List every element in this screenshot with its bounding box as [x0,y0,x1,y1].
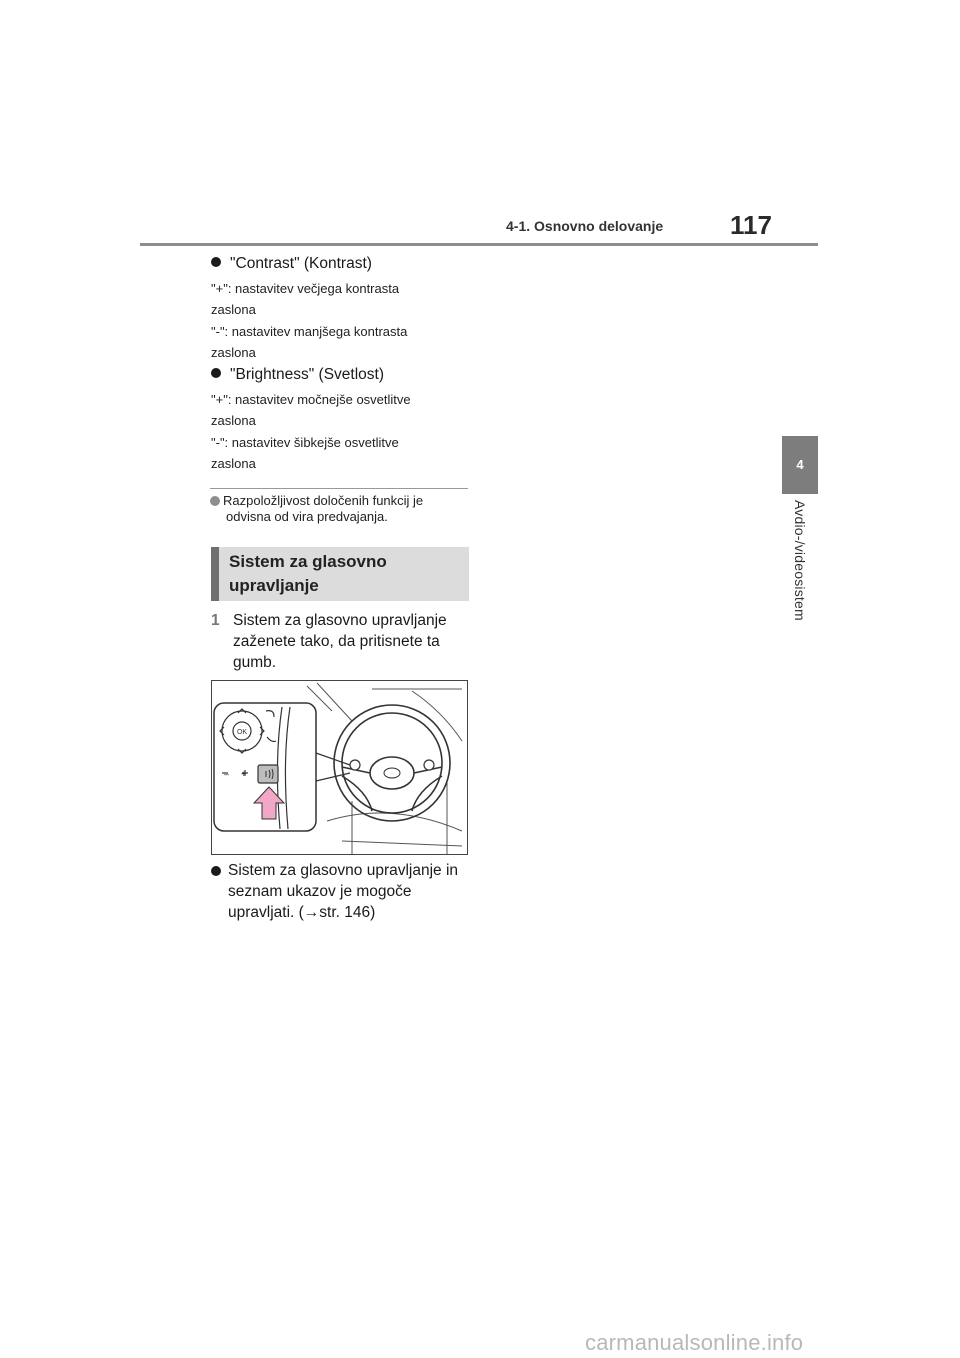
watermark: carmanualsonline.info [585,1330,804,1355]
section-title: 4-1. Osnovno delovanje [506,218,664,234]
contrast-line: "+": nastavitev večjega kontrasta [211,281,400,296]
contrast-title: "Contrast" (Kontrast) [230,255,372,272]
ok-label: OK [236,729,248,736]
steering-wheel-figure [211,680,468,855]
step-number: 1 [211,612,220,629]
page-number: 117 [730,210,772,240]
brightness-text [211,389,411,474]
section-heading [211,547,469,601]
brightness-line: zaslona [211,456,256,471]
voice-bullet-text: Sistem za glasovno upravljanje in seznam ukazov je mogoče upravljati. (→str. 146) [228,862,459,921]
contrast-line: "-": nastavitev manjšega kontrasta [211,324,408,339]
contrast-text [211,278,407,363]
plus-label: + [241,769,247,779]
bullet-dot [211,866,221,876]
contrast-line: zaslona [211,345,256,360]
bullet-dot [211,257,221,267]
header-divider [140,243,818,246]
brightness-line: zaslona [211,413,256,428]
section-heading-line: Sistem za glasovno [229,552,387,571]
contrast-heading [211,255,372,273]
chapter-tab: 4 [782,436,818,494]
section-heading-line: upravljanje [229,576,319,595]
note-divider [210,488,468,489]
contrast-line: zaslona [211,302,256,317]
step-text: Sistem za glasovno upravljanje zaženete tako, da pritisnete ta gumb. [233,612,447,671]
chapter-title: Avdio-/videosistem [792,500,808,621]
note-bullet [210,496,220,506]
brightness-line: "+": nastavitev močnejše osvetlitve [211,392,411,407]
brightness-heading [211,366,384,384]
steering-wheel-illustration [212,681,468,855]
brightness-title: "Brightness" (Svetlost) [230,366,385,383]
note-line: Razpoložljivost določenih funkcij je [223,493,424,508]
note [210,493,470,525]
chapter-label [782,500,818,660]
bullet-dot [211,368,221,378]
note-line: odvisna od vira predvajanja. [226,509,388,524]
brightness-line: "-": nastavitev šibkejše osvetlitve [211,435,399,450]
minus-label: – [224,769,230,779]
section-heading-text [229,550,459,598]
